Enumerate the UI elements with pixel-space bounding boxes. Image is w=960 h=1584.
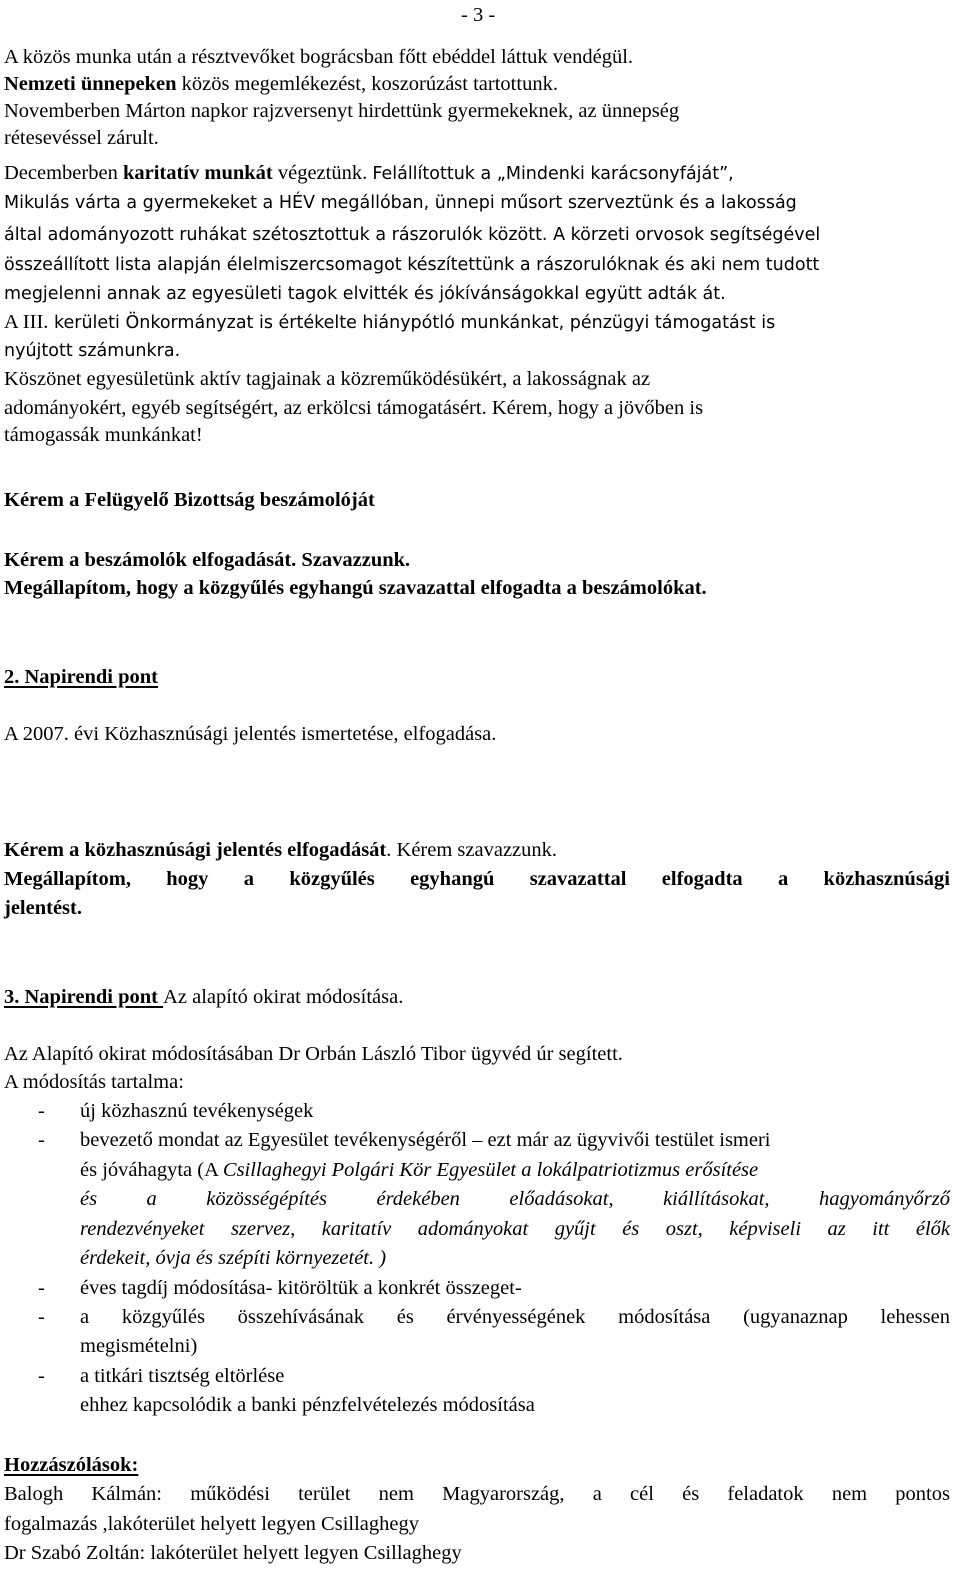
list-item-line [80,1186,950,1212]
comment-line [4,1481,950,1507]
list-item: új közhasznú tevékenységek [80,1100,314,1122]
text: kerületi Önkormányzat is értékelte hiánypótló munkánkat, pénzügyi támogatást is [48,313,776,333]
list-bullet: - [38,1277,45,1299]
text: A 2007. évi Közhasznúsági jelentés ismertetése, elfogadása. [4,723,497,745]
text: A III. [4,311,49,333]
resolution [4,866,950,892]
intro-line [4,190,950,216]
text: rétesevéssel zárult. [4,127,159,149]
text: Az alapító okirat módosítása. [163,986,404,1008]
text: közös megemlékezést, koszorúzást tartottunk. [176,73,558,95]
intro-line [4,309,950,336]
text: által adományozott ruhákat szétosztottuk a rászorulók között. [4,225,548,245]
bold-text: Megállapítom, hogy a közgyűlés egyhangú szavazattal elfogadta a beszámolókat. [4,577,707,599]
body-line [4,1069,950,1095]
heading-text: 3. Napirendi pont [4,986,164,1008]
text: . Kérem szavazzunk. [386,839,558,861]
text: Köszönet egyesületünk aktív tagjainak a közreműködésükért, a lakosságnak az [4,368,651,390]
text: összeállított lista alapján élelmiszercsomagot készítettünk a rászorulóknak és aki nem tudott [4,255,820,275]
text: adományokért, egyéb segítségért, az erkölcsi támogatásért. [4,397,487,419]
italic-text: Csillaghegyi Polgári Kör Egyesület a lokálpatriotizmus erősítése [222,1159,759,1181]
intro-line [4,422,950,448]
heading-text: 2. Napirendi pont [4,666,158,688]
italic-text: érdekeit, óvja és szépíti környezetét. ) [80,1247,387,1269]
text: Novemberben Márton napkor rajzversenyt hirdettünk gyermekeknek, az ünnepség [4,100,680,122]
agenda-heading [4,984,950,1010]
italic-text: és a közösségépítés érdekében előadásokat, kiállításokat, hagyományőrző [80,1188,950,1210]
resolution [4,575,950,601]
agenda-text [4,721,950,747]
intro-line [4,281,950,307]
list-item-line [80,1157,950,1183]
text: nyújtott számunkra. [4,341,181,361]
list-item: a titkári tisztség eltörlése [80,1365,285,1387]
intro-line [4,395,950,421]
comment-line [4,1540,950,1566]
agenda-heading [4,664,950,690]
text: Felállítottuk a „Mindenki karácsonyfáját”, [372,164,734,184]
text: és jóváhagyta (A [80,1159,223,1181]
intro-line [4,221,950,248]
comment-line [4,1511,950,1537]
list-item [80,1304,950,1330]
list-item-line [80,1216,950,1242]
body-line [4,1041,950,1067]
list-bullet: - [38,1306,45,1328]
text: végeztünk. [272,162,373,184]
text: a közgyűlés összehívásának és érvényességének módosítása (ugyanaznap lehessen [80,1306,950,1328]
comments-heading [4,1452,950,1478]
intro-line [4,44,950,70]
list-bullet: - [38,1365,45,1387]
text: Dr Szabó Zoltán: lakóterület helyett legyen Csillaghegy [4,1542,462,1564]
intro-line [4,338,950,364]
list-item-line: megismételni) [80,1335,198,1357]
text: A közös munka után a résztvevőket bográcsban főtt ebéddel láttuk vendégül. [4,46,634,68]
accept-request [4,547,950,573]
intro-line [4,160,950,187]
intro-line [4,252,950,278]
text: támogassák munkánkat! [4,424,203,446]
italic-text: rendezvényeket szervez, karitatív adományokat gyűjt és oszt, képviseli az itt élők [80,1218,950,1240]
report-request [4,487,950,513]
text: fogalmazás ,lakóterület helyett legyen Csillaghegy [4,1513,419,1535]
text: Decemberben [4,162,123,184]
bold-text: Nemzeti ünnepeken [4,73,177,95]
bold-text: Kérem a Felügyelő Bizottság beszámolóját [4,489,375,511]
bold-text: Megállapítom, hogy a közgyűlés egyhangú szavazattal elfogadta a közhasznúsági [4,868,950,890]
text: megjelenni annak az egyesületi tagok elvitték és jókívánságokkal együtt adták át. [4,284,726,304]
list-bullet: - [38,1129,45,1151]
text: Mikulás várta a gyermekeket a HÉV megállóban, ünnepi műsort szerveztünk és a lakosság [4,193,797,213]
intro-line [4,98,950,124]
intro-line [4,71,950,97]
intro-line [4,125,950,151]
text: Balogh Kálmán: működési terület nem Magyarország, a cél és feladatok nem pontos [4,1483,950,1505]
text: A körzeti orvosok segítségével [547,225,821,245]
bold-text: Kérem a közhasznúsági jelentés elfogadását [4,839,387,861]
list-bullet: - [38,1100,45,1122]
intro-line [4,366,950,392]
bold-text: jelentést. [4,897,82,919]
text: A módosítás tartalma: [4,1071,184,1093]
bold-text: Kérem a beszámolók elfogadását. Szavazzunk. [4,549,411,571]
text: Az Alapító okirat módosításában Dr Orbán László Tibor ügyvéd úr segített. [4,1043,623,1065]
list-item-line [80,1245,950,1271]
bold-text: karitatív munkát [122,162,273,184]
page-number: - 3 - [461,4,496,26]
heading-text: Hozzászólások: [4,1454,139,1476]
text: Kérem, hogy a jövőben is [486,397,704,419]
list-item-line: ehhez kapcsolódik a banki pénzfelvételezés módosítása [80,1394,535,1416]
list-item: éves tagdíj módosítása- kitöröltük a konkrét összeget- [80,1277,522,1299]
report-accept-request [4,837,950,863]
resolution [4,895,950,921]
list-item: bevezető mondat az Egyesület tevékenységéről – ezt már az ügyvivői testület ismeri [80,1129,771,1151]
